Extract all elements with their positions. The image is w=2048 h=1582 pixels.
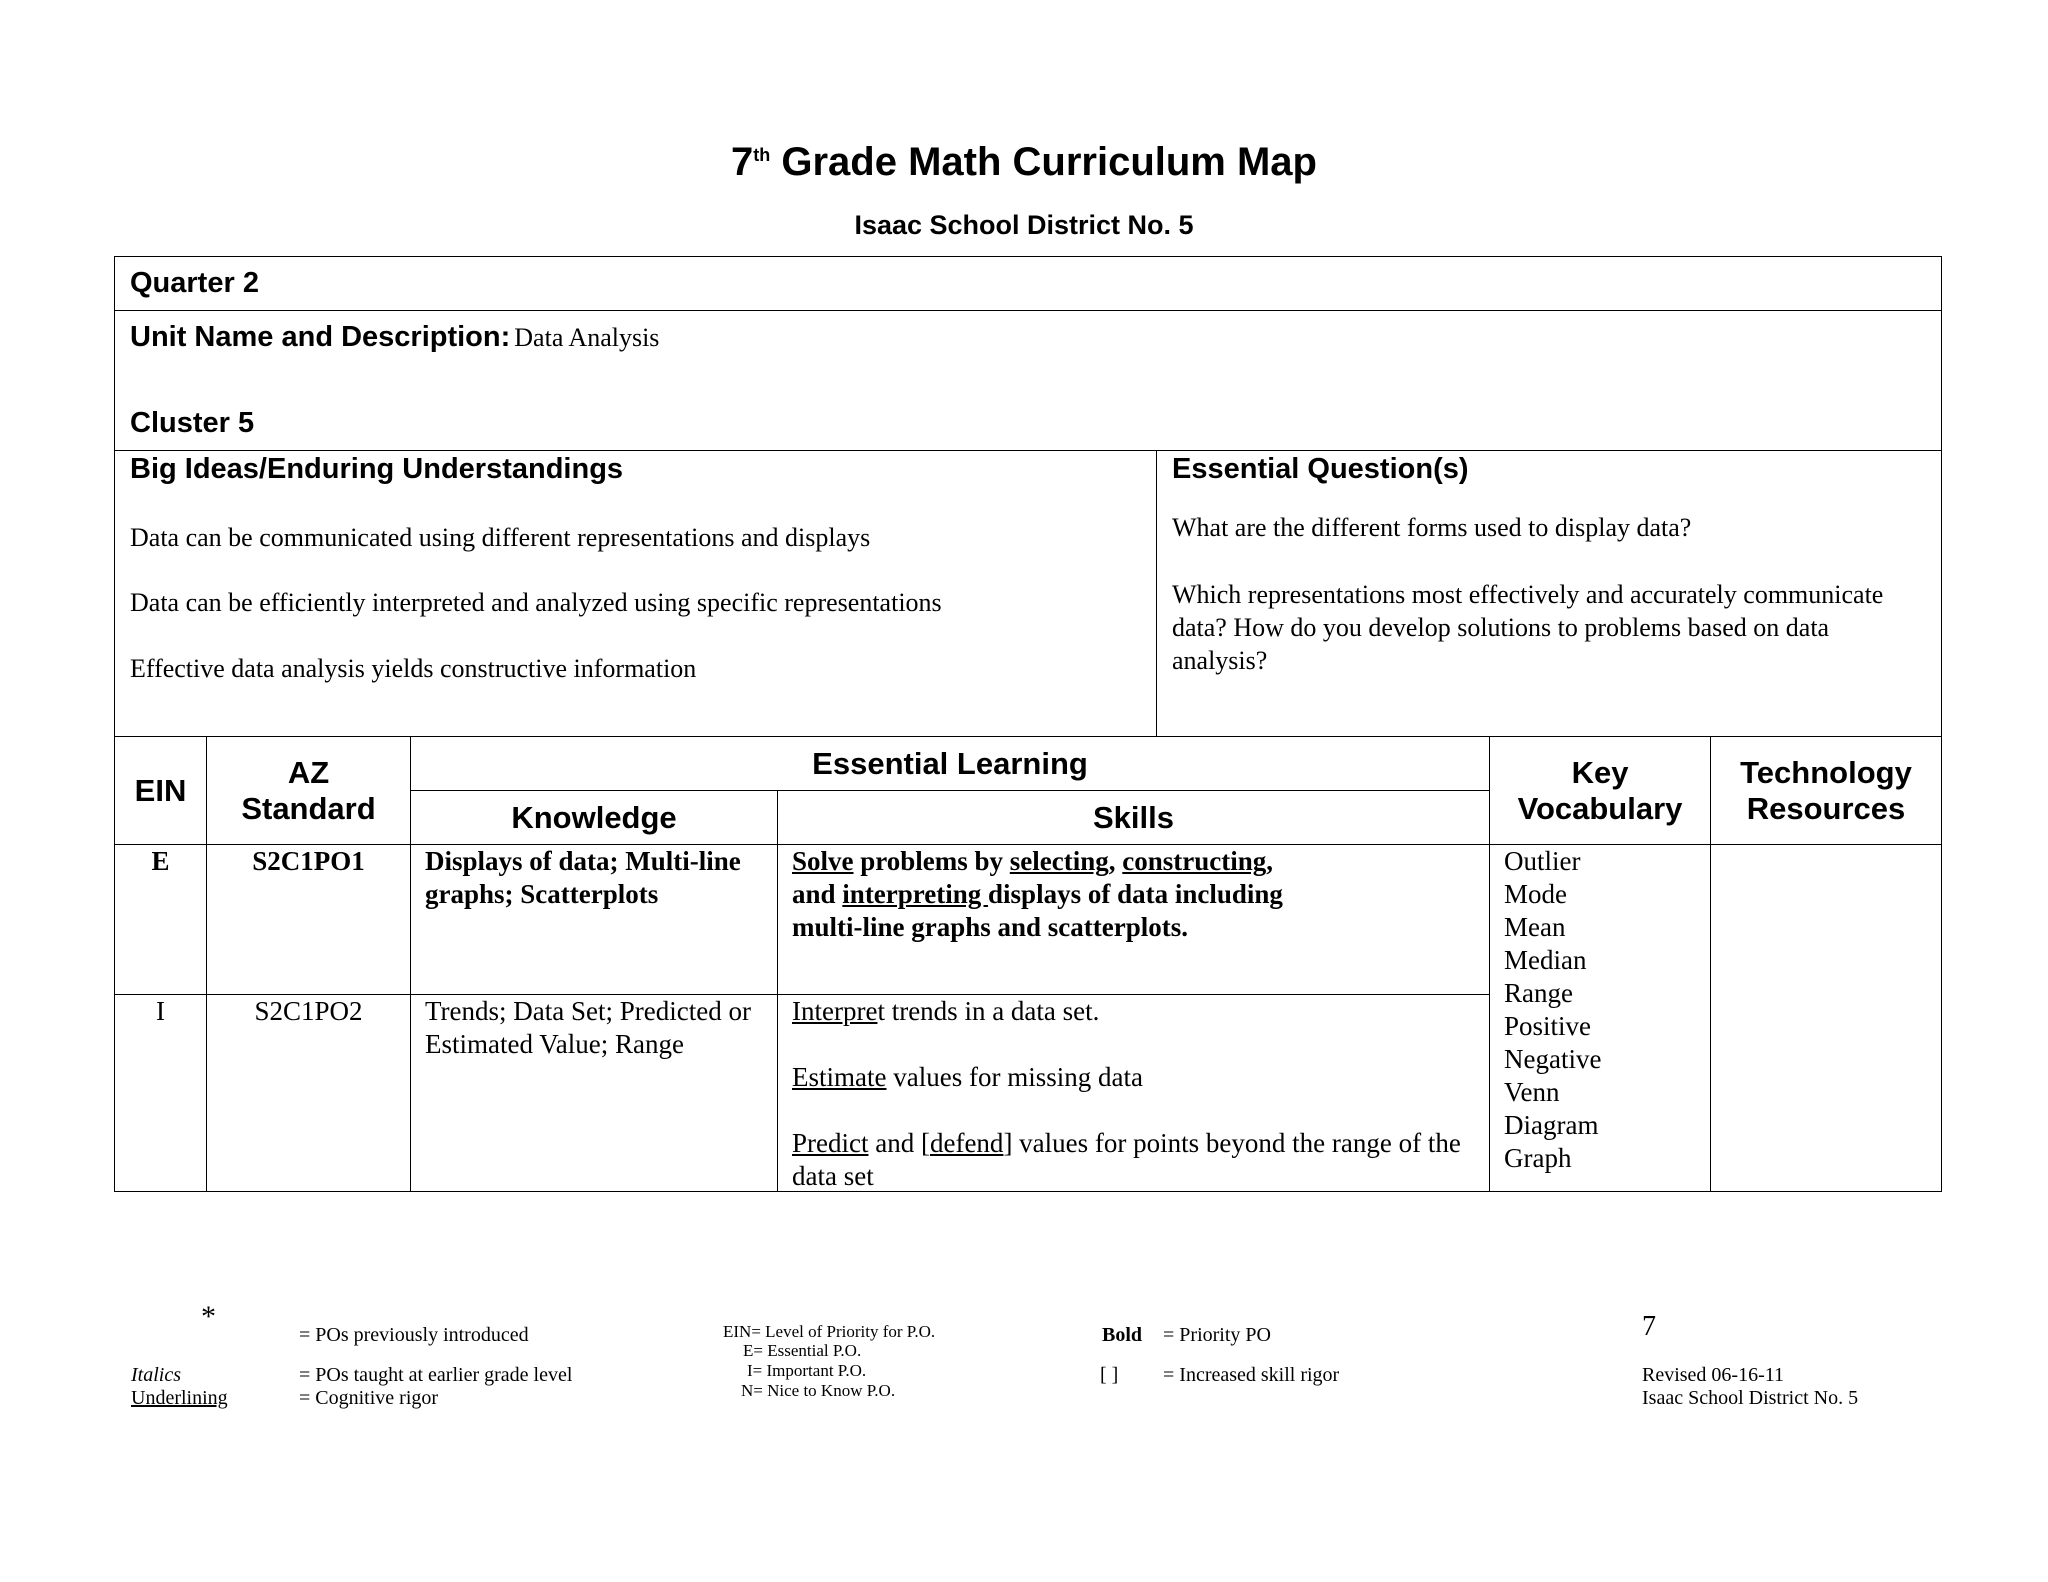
skill-verb: Estimate [792,1062,887,1092]
italics-definition: = POs taught at earlier grade level [299,1364,573,1386]
title-text: Grade Math Curriculum Map [770,140,1317,184]
page-title [0,140,2048,185]
row-standard: S2C1PO1 [207,845,411,995]
header-ein: EIN [115,737,207,845]
unit-line [130,321,659,354]
vocab-item: Graph [1504,1143,1572,1173]
brackets-definition: = Increased skill rigor [1163,1364,1340,1386]
header-technology-label: Technology Resources [1740,754,1912,826]
essential-learning-grid [115,737,1941,1191]
row-skills: Solve problems by selecting, constructing, and interpreting displays of data including multi-line graphs and scatterplots. [778,845,1490,995]
underlining-definition: = Cognitive rigor [299,1387,439,1409]
bold-definition: = Priority PO [1163,1324,1271,1346]
big-idea-item: Data can be efficiently interpreted and analyzed using specific representations [130,588,942,617]
skill-verb: Predict [792,1128,869,1158]
essential-questions-heading: Essential Question(s) [1172,453,1469,485]
row-skills: Interpret trends in a data set. Estimate values for missing data Predict and [defend] values for points beyond the range of the data set [778,995,1490,1191]
quarter-row [115,257,1941,311]
nice-to-know-definition: N= Nice to Know P.O. [741,1381,896,1400]
asterisk-symbol: * [201,1300,216,1333]
title-grade: 7th [731,140,771,184]
header-essential-learning: Essential Learning [411,737,1490,791]
skill-verb: Solve [792,846,854,876]
unit-row [115,311,1941,451]
curriculum-table [114,256,1942,1192]
understandings-row [115,451,1941,737]
unit-label: Unit Name and Description: [130,321,511,353]
vocab-item: Mode [1504,879,1567,909]
skill-verb: selecting [1009,846,1109,876]
row-standard: S2C1PO2 [207,995,411,1191]
ein-definition: EIN= Level of Priority for P.O. [723,1322,936,1341]
skill-verb: interpreting [842,879,989,909]
revised-date: Revised 06-16-11 [1642,1364,1785,1386]
big-idea-item: Effective data analysis yields constructive information [130,654,697,683]
header-key-vocabulary [1490,737,1711,845]
vocab-item: Outlier [1504,846,1581,876]
big-ideas-section [115,451,1157,736]
footer-district: Isaac School District No. 5 [1642,1387,1859,1409]
unit-value: Data Analysis [514,323,660,352]
essential-definition: E= Essential P.O. [743,1341,862,1360]
essential-question-item: What are the different forms used to display data? [1172,513,1692,542]
big-ideas-heading: Big Ideas/Enduring Understandings [130,453,624,485]
row-ein: I [115,995,207,1191]
title-superscript: th [753,145,771,165]
row-knowledge: Displays of data; Multi-line graphs; Scatterplots [411,845,778,995]
vocab-item: Range [1504,978,1573,1008]
page-number: 7 [1642,1311,1656,1342]
important-definition: I= Important P.O. [747,1361,867,1380]
vocab-item: Diagram [1504,1110,1599,1140]
vocab-item: Positive [1504,1011,1592,1041]
row-ein: E [115,845,207,995]
vocab-item: Median [1504,945,1587,975]
essential-learning-section [115,737,1941,1191]
key-vocabulary-cell [1490,845,1711,1191]
essential-question-item: Which representations most effectively and accurately communicate data? How do you develop solutions to problems based on data analysis? [1172,580,1884,675]
cluster-label: Cluster 5 [130,407,255,439]
header-az-standard-label: AZ Standard [241,754,376,826]
brackets-key: [ ] [1100,1364,1119,1386]
asterisk-definition: = POs previously introduced [299,1324,529,1346]
header-skills: Skills [778,791,1490,845]
header-key-vocabulary-label: Key Vocabulary [1517,754,1683,826]
skill-verb: constructing [1122,846,1267,876]
skill-verb: Interpre [792,996,878,1026]
bold-key: Bold [1102,1324,1143,1346]
row-knowledge: Trends; Data Set; Predicted or Estimated Value; Range [411,995,778,1191]
italics-key: Italics [131,1364,181,1386]
skill-verb: defend [929,1128,1004,1158]
vocab-item: Venn [1504,1077,1560,1107]
header-az-standard [207,737,411,845]
page-subtitle: Isaac School District No. 5 [854,210,1194,240]
technology-resources-cell [1711,845,1941,1191]
header-knowledge: Knowledge [411,791,778,845]
vocab-item: Mean [1504,912,1566,942]
big-idea-item: Data can be communicated using different representations and displays [130,523,871,552]
essential-questions-section [1157,451,1941,736]
underlining-key: Underlining [131,1387,228,1409]
vocab-item: Negative [1504,1044,1602,1074]
header-technology-resources [1711,737,1941,845]
quarter-label: Quarter 2 [130,267,259,299]
